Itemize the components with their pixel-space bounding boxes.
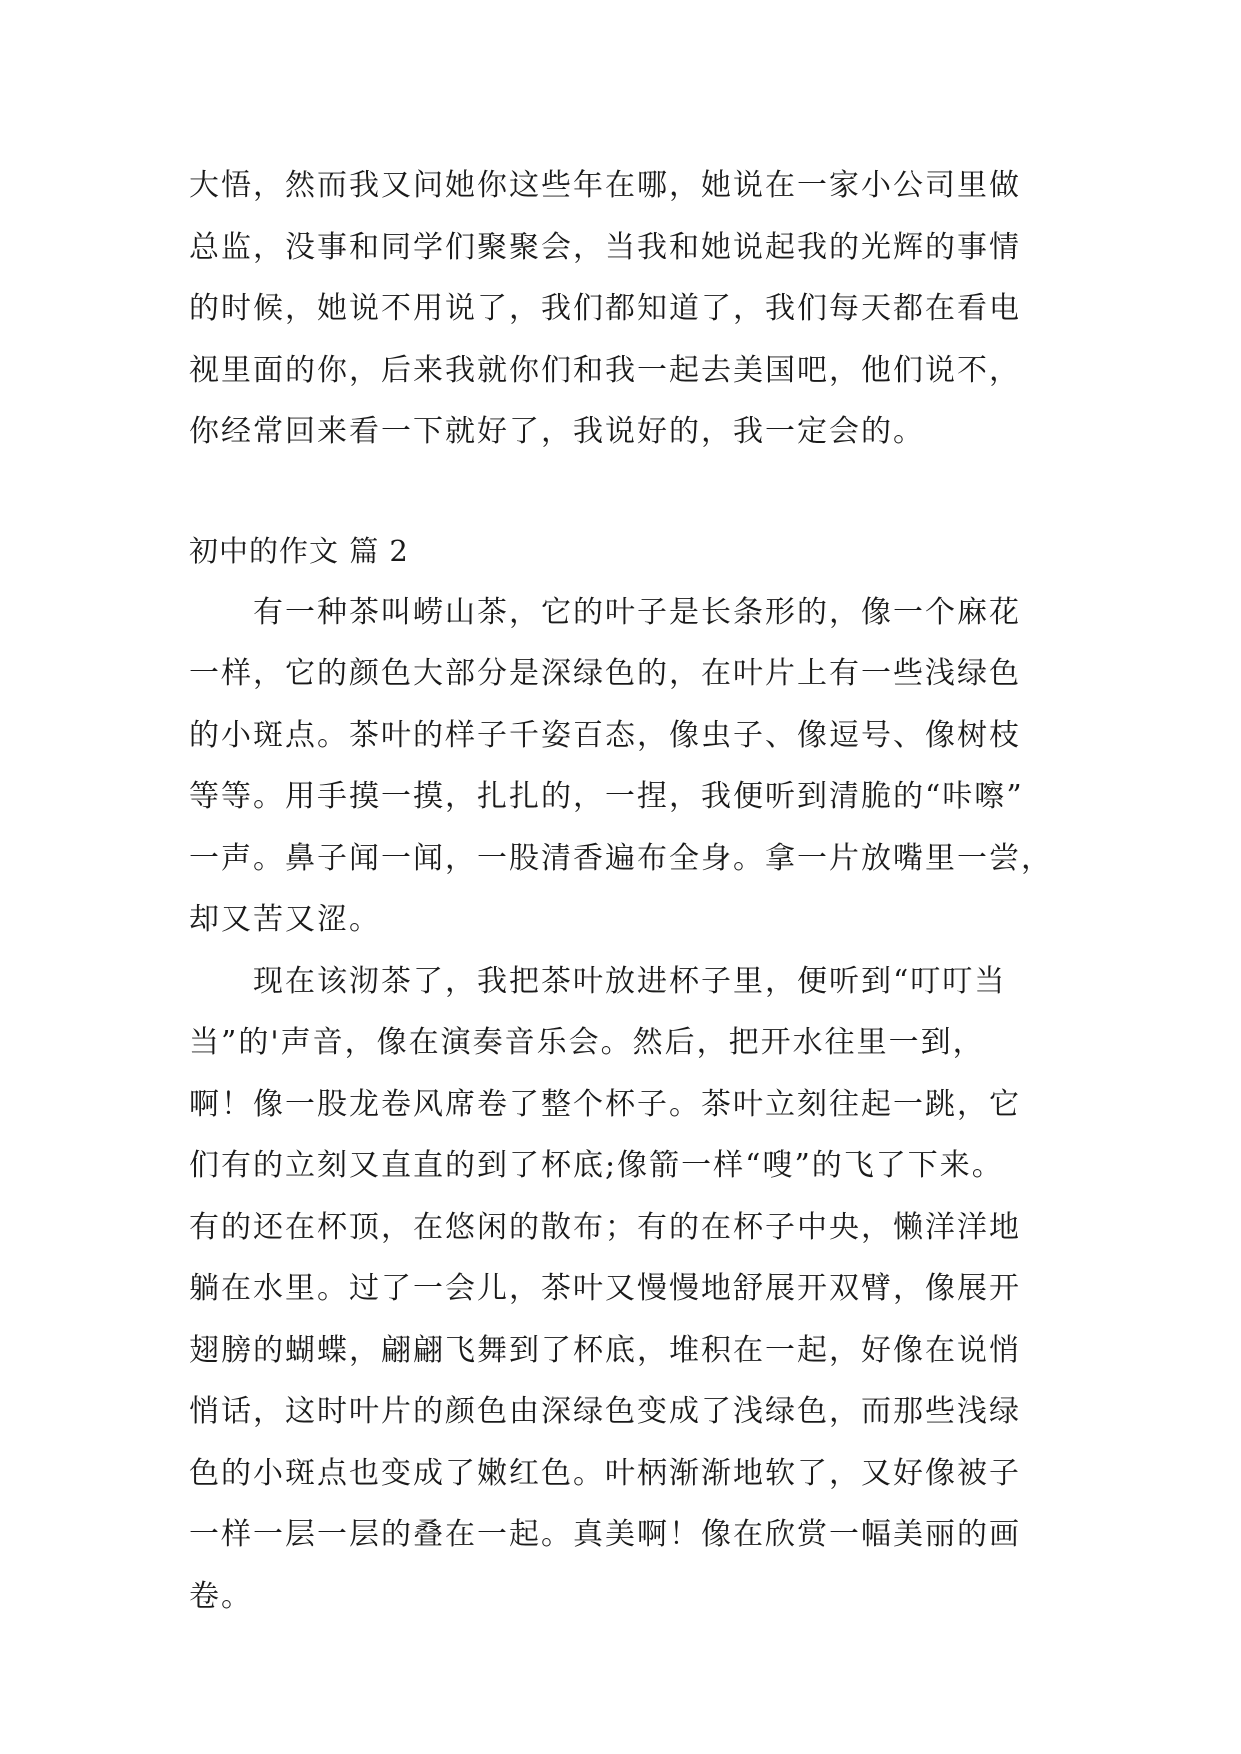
- text-line: 躺在水里。过了一会儿，茶叶又慢慢地舒展开双臂，像展开: [189, 1271, 1021, 1306]
- text-line: 大悟，然而我又问她你这些年在哪，她说在一家小公司里做: [189, 168, 1021, 203]
- text-line: 等等。用手摸一摸，扎扎的，一捏，我便听到清脆的“咔嚓”: [189, 779, 1024, 814]
- section-gap: [189, 463, 1069, 521]
- paragraph-1: [189, 582, 1069, 951]
- text-line: 有一种茶叫崂山茶，它的叶子是长条形的，像一个麻花: [253, 594, 1021, 630]
- text-line: 你经常回来看一下就好了，我说好的，我一定会的。: [189, 414, 925, 449]
- text-line: 当”的'声音，像在演奏音乐会。然后，把开水往里一到，: [189, 1025, 985, 1060]
- text-line: 一样一层一层的叠在一起。真美啊！像在欣赏一幅美丽的画: [189, 1517, 1021, 1552]
- text-line: 翅膀的蝴蝶，翩翩飞舞到了杯底，堆积在一起，好像在说悄: [189, 1332, 1021, 1368]
- paragraph-2: [189, 951, 1069, 1628]
- text-line: 的时候，她说不用说了，我们都知道了，我们每天都在看电: [189, 291, 1021, 326]
- text-line: 却又苦又涩。: [189, 902, 381, 937]
- text-line: 们有的立刻又直直的到了杯底;像箭一样“嗖”的飞了下来。: [189, 1148, 1004, 1183]
- paragraph-prev: [189, 155, 1069, 463]
- text-line: 现在该沏茶了，我把茶叶放进杯子里，便听到“叮叮当: [253, 963, 1007, 999]
- text-line: 总监，没事和同学们聚聚会，当我和她说起我的光辉的事情: [189, 229, 1021, 265]
- text-line: 视里面的你，后来我就你们和我一起去美国吧，他们说不，: [189, 352, 1021, 388]
- text-line: 一样，它的颜色大部分是深绿色的，在叶片上有一些浅绿色: [189, 656, 1021, 691]
- text-line: 有的还在杯顶，在悠闲的散布；有的在杯子中央，懒洋洋地: [189, 1209, 1021, 1245]
- text-line: 啊！像一股龙卷风席卷了整个杯子。茶叶立刻往起一跳，它: [189, 1086, 1021, 1122]
- text-line: 一声。鼻子闻一闻，一股清香遍布全身。拿一片放嘴里一尝，: [189, 840, 1053, 876]
- text-line: 悄话，这时叶片的颜色由深绿色变成了浅绿色，而那些浅绿: [189, 1394, 1021, 1429]
- text-line: 色的小斑点也变成了嫩红色。叶柄渐渐地软了，又好像被子: [189, 1455, 1021, 1491]
- document-page: [189, 155, 1069, 1627]
- section-title: 初中的作文 篇 2: [189, 533, 409, 568]
- text-line: 卷。: [189, 1578, 253, 1614]
- text-line: 的小斑点。茶叶的样子千姿百态，像虫子、像逗号、像树枝: [189, 717, 1021, 753]
